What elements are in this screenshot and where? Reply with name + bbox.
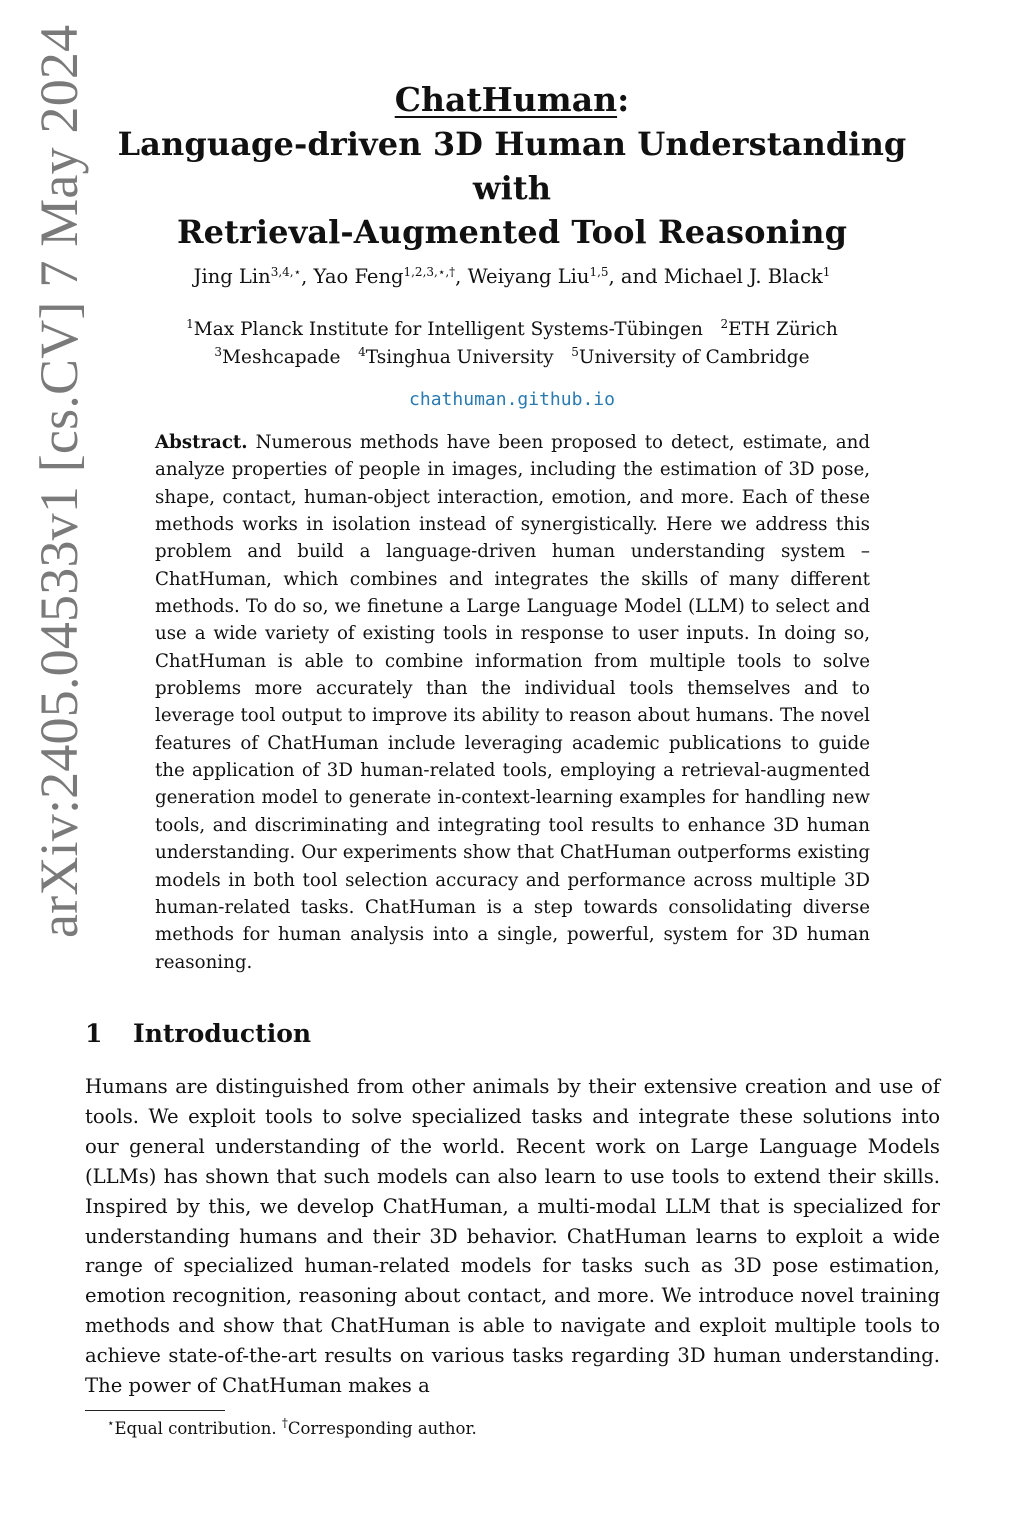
abstract-block (155, 429, 870, 976)
footnote-mark-equal: ⋆ (107, 1416, 115, 1430)
author-name: Yao Feng (313, 265, 404, 288)
section-number: 1 (85, 1019, 103, 1048)
affiliation-name: ETH Zürich (728, 319, 838, 340)
affiliation-list (80, 316, 944, 372)
footnote-corresponding-author: Corresponding author. (287, 1419, 477, 1438)
title-line-2: Language-driven 3D Human Understanding with (117, 125, 907, 207)
author-separator: , (301, 265, 314, 288)
affiliation-name: University of Cambridge (578, 347, 810, 368)
title-colon: : (617, 80, 630, 119)
author-name: Weiyang Liu (467, 265, 590, 288)
author-affiliation-marks: 3,4,⋆ (270, 265, 302, 279)
affiliation-number: 1 (186, 317, 194, 331)
title-name: ChatHuman (394, 80, 618, 119)
footnote-divider (85, 1410, 225, 1411)
author-name: Michael J. Black (663, 265, 823, 288)
section-title-text: Introduction (133, 1019, 312, 1048)
project-url-link[interactable]: chathuman.github.io (409, 389, 615, 410)
affiliation-line-1 (80, 316, 944, 344)
affiliation-number: 3 (214, 345, 223, 359)
footnote-equal-contribution: Equal contribution. (114, 1419, 277, 1438)
affiliation-name: Max Planck Institute for Intelligent Systems-Tübingen (193, 319, 703, 340)
affiliation-line-2 (80, 344, 944, 372)
author-affiliation-marks: 1,5 (589, 265, 609, 279)
paper-title (80, 78, 944, 254)
author-affiliation-marks: 1,2,3,⋆,† (403, 265, 456, 279)
title-line-3: Retrieval-Augmented Tool Reasoning (176, 213, 848, 251)
affiliation-name: Tsinghua University (365, 347, 554, 368)
section-heading (85, 1016, 311, 1052)
author-separator: , and (608, 265, 664, 288)
author-separator: , (455, 265, 468, 288)
title-line-1 (80, 78, 944, 122)
abstract-label: Abstract. (155, 432, 248, 453)
affiliation-name: Meshcapade (222, 347, 341, 368)
affiliation-number: 4 (358, 345, 366, 359)
author-name: Jing Lin (193, 265, 271, 288)
arxiv-stamp-text: arXiv:2405.04533v1 [cs.CV] 7 May 2024 (29, 24, 89, 938)
introduction-paragraph: Humans are distinguished from other animals by their extensive creation and use of tools. We exploit tools to solve specialized tasks and integrate these solutions into our general understanding of the world. Recent work on Large Language Models (LLMs) has shown that such models can also learn to use tools to extend their skills. Inspired by this, we develop ChatHuman, a multi-modal LLM that is specialized for understanding humans and their 3D behavior. ChatHuman learns to exploit a wide range of specialized human-related models for tasks such as 3D pose estimation, emotion recognition, reasoning about contact, and more. We introduce novel training methods and show that ChatHuman is able to navigate and exploit multiple tools to achieve state-of-the-art results on various tasks regarding 3D human understanding. The power of ChatHuman makes a (85, 1075, 940, 1398)
abstract-text: Numerous methods have been proposed to detect, estimate, and analyze properties of people in images, including the estimation of 3D pose, shape, contact, human-object interaction, emotion, and more. Each of these methods works in isolation instead of synergistically. Here we address this problem and build a language-driven human understanding system – ChatHuman, which combines and integrates the skills of many different methods. To do so, we finetune a Large Language Model (LLM) to select and use a wide variety of existing tools in response to user inputs. In doing so, ChatHuman is able to combine information from multiple tools to solve problems more accurately than the individual tools themselves and to leverage tool output to improve its ability to reason about humans. The novel features of ChatHuman include leveraging academic publications to guide the application of 3D human-related tools, employing a retrieval-augmented generation model to generate in-context-learning examples for handling new tools, and discriminating and integrating tool results to enhance 3D human understanding. Our experiments show that ChatHuman outperforms existing models in both tool selection accuracy and performance across multiple 3D human-related tasks. ChatHuman is a step towards consolidating diverse methods for human analysis into a single, powerful, system for 3D human reasoning. (155, 432, 870, 973)
affiliation-number: 5 (571, 345, 579, 359)
affiliation-number: 2 (720, 317, 729, 331)
footnote-mark-corresponding: † (281, 1416, 288, 1430)
author-affiliation-marks: 1 (822, 265, 831, 279)
author-list (80, 262, 944, 292)
footnote (107, 1416, 477, 1442)
